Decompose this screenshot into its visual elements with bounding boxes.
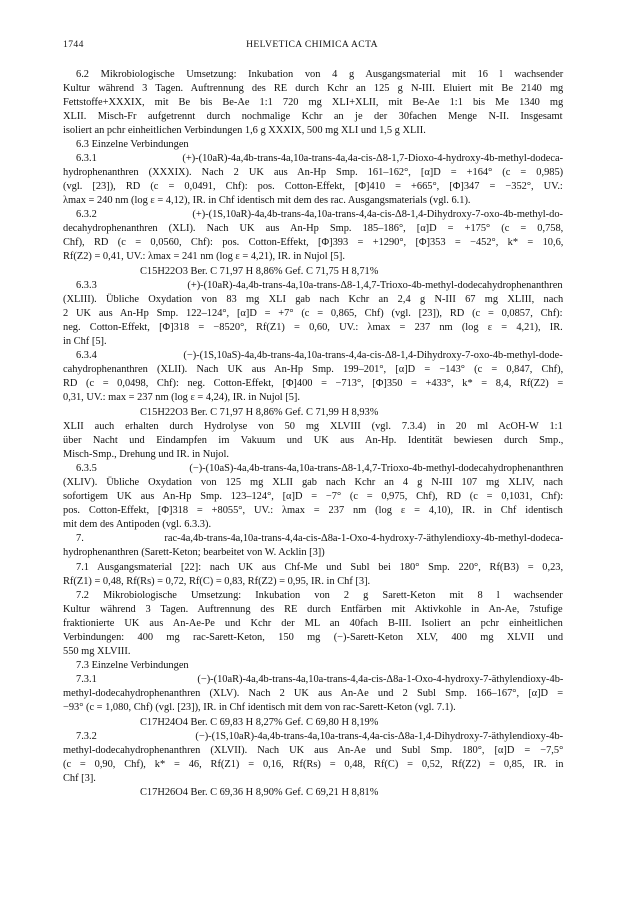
text-line: 7.3 Einzelne Verbindungen xyxy=(76,660,189,671)
text-line: 7. rac-4a,4b-trans-4a,10a-trans-4,4a-cis-Δ8a-1-Oxo-4-hydroxy-7-äthylendioxy-4b-methyl-dodeca- xyxy=(76,533,564,544)
text-line: 7.3.2 (−)-(1S,10aR)-4a,4b-trans-4a,10a-trans-4,4a-cis-Δ8a-1,4-Dihydroxy-7-äthylendioxy-4b- xyxy=(76,731,564,742)
text-line: λmax = 240 nm (log ε = 4,12), IR. in Chf identisch mit dem des rac. Ausgangsmaterials (vgl. 6.1). xyxy=(63,195,471,206)
text-line: 6.3 Einzelne Verbindungen xyxy=(76,139,189,150)
text-line: über Nacht und Eindampfen im Vakuum und UK aus An-Hp. Identität bewiesen durch Smp., xyxy=(63,435,564,446)
text-line: methyl-dodecahydrophenanthren (XLV). Nach 2 UK aus An-Ae und 2 Subl Smp. 166–167°, [α]D = xyxy=(63,688,564,699)
text-line: Fettstoffe+XXXIX, mit Be bis Be-Ae 1:1 720 mg XLI+XLII, mit Be-Ae 1:1 bis Me 1340 mg xyxy=(63,97,564,108)
formula-line: C15H22O3 Ber. C 71,97 H 8,86% Gef. C 71,75 H 8,71% xyxy=(140,266,379,277)
text-line: decahydrophenanthren (XLI). Nach UK aus An-Hp Smp. 185–186°, [α]D = +175° (c = 0,758, xyxy=(63,223,564,234)
text-line: 2 UK aus An-Hp Smp. 122–124°, [α]D = +7° (c = 0,865, Chf) (vgl. [23]), RD (c = 0,0857, Chf): xyxy=(63,308,563,319)
text-line: Chf), RD (c = 0,0560, Chf): pos. Cotton-Effekt, [Φ]393 = +1290°, [Φ]353 = −452°, k* = 10,6, xyxy=(63,237,564,248)
text-line: (XLIV). Übliche Oxydation von 125 mg XLII gab nach Kchr an 4 g N-III 107 mg XLIV, nach xyxy=(63,477,563,488)
text-line: −93° (c = 1,080, Chf) (vgl. [23]), IR. in Chf identisch mit dem von rac-Sarett-Keton (vgl. 7.1). xyxy=(63,702,456,713)
page-number: 1744 xyxy=(63,39,84,50)
text-line: neg. Cotton-Effekt, [Φ]318 = −8520°, Rf(Z1) = 0,60, UV.: λmax = 237 nm (log ε = 4,21), IR. xyxy=(63,322,563,333)
text-line: pos. Cotton-Effekt, [Φ]318 = +8055°, UV.: λmax = 237 nm (log ε = 4,10), IR. in Chf identisch xyxy=(63,505,563,516)
text-line: sofortigem UK aus An-Hp Smp. 123–124°, [α]D = −7° (c = 0,975, Chf), RD (c = 0,1031, Chf): xyxy=(63,491,564,502)
text-line: in Chf [5]. xyxy=(63,336,107,347)
text-line: RD (c = 0,0498, Chf): neg. Cotton-Effekt, [Φ]400 = −713°, [Φ]350 = +433°, k* = 8,4, Rf(Z2) = xyxy=(63,378,564,389)
text-line: XLII. Misch-Fr aufgetrennt durch nochmalige Kchr an je der 30fachen Menge N-II. Insgesamt xyxy=(63,111,563,122)
text-line: 0,31, UV.: max = 237 nm (log ε = 4,24), IR. in Nujol [5]. xyxy=(63,392,300,403)
formula-line: C15H22O3 Ber. C 71,97 H 8,86% Gef. C 71,99 H 8,93% xyxy=(140,407,379,418)
text-line: 6.3.4 (−)-(1S,10aS)-4a,4b-trans-4a,10a-trans-4,4a-cis-Δ8-1,4-Dihydroxy-7-oxo-4b-methyl-dode- xyxy=(76,350,563,361)
text-line: 6.3.2 (+)-(1S,10aR)-4a,4b-trans-4a,10a-trans-4,4a-cis-Δ8-1,4-Dihydroxy-7-oxo-4b-methyl-do- xyxy=(76,209,563,220)
formula-line: C17H24O4 Ber. C 69,83 H 8,27% Gef. C 69,80 H 8,19% xyxy=(140,717,379,728)
text-line: 7.3.1 (−)-(10aR)-4a,4b-trans-4a,10a-trans-4,4a-cis-Δ8a-1-Oxo-4-hydroxy-7-äthylendioxy-4b- xyxy=(76,674,564,685)
text-line: (XLIII). Übliche Oxydation von 83 mg XLI gab nach Kchr an 2,4 g N-III 67 mg XLIII, nach xyxy=(63,294,564,305)
formula-line: C17H26O4 Ber. C 69,36 H 8,90% Gef. C 69,21 H 8,81% xyxy=(140,787,379,798)
text-line: 6.3.3 (+)-(10aR)-4a,4b-trans-4a,10a-trans-Δ8-1,4,7-Trioxo-4b-methyl-dodecahydrophenanthren xyxy=(76,280,563,291)
text-line: (c = 0,90, Chf), k* = 46, Rf(Z1) = 0,16, Rf(Rs) = 0,48, Rf(C) = 0,52, Rf(Z2) = 0,85, IR. in xyxy=(63,759,564,770)
text-line: hydrophenanthren (Sarett-Keton; bearbeitet von W. Acklin [3]) xyxy=(63,547,325,558)
text-line: 6.2 Mikrobiologische Umsetzung: Inkubation von 4 g Ausgangsmaterial mit 16 l wachsender xyxy=(76,69,564,80)
text-line: Chf [3]. xyxy=(63,773,96,784)
text-line: hydrophenanthren (XXXIX). Nach 2 UK aus An-Hp Smp. 161–162°, [α]D = +164° (c = 0,985) xyxy=(63,167,564,178)
text-line: Misch-Smp., Drehung und IR. in Nujol. xyxy=(63,449,229,460)
text-line: 7.2 Mikrobiologische Umsetzung: Inkubation von 2 g Sarett-Keton mit 8 l wachsender xyxy=(76,590,563,601)
text-line: Kultur während 3 Tagen. Auftrennung des RE durch Kchr an 125 g N-III. Eluiert mit Be 2140 mg xyxy=(63,83,564,94)
text-line: Verbindungen: 400 mg rac-Sarett-Keton, 150 mg (−)-Sarett-Keton XLV, 400 mg XLVII und xyxy=(63,632,564,643)
text-line: 6.3.1 (+)-(10aR)-4a,4b-trans-4a,10a-trans-4a,4a-cis-Δ8-1,7-Dioxo-4-hydroxy-4b-methyl-dodeca- xyxy=(76,153,564,164)
text-line: Kultur während 3 Tagen. Auftrennung des RE durch Entfärben mit Aktivkohle in An-Ae, 7stufige xyxy=(63,604,563,615)
text-line: mit dem des Antipoden (vgl. 6.3.3). xyxy=(63,519,212,530)
journal-running-head: HELVETICA CHIMICA ACTA xyxy=(246,39,378,50)
text-line: Rf(Z1) = 0,48, Rf(Rs) = 0,72, Rf(C) = 0,83, Rf(Z2) = 0,95, IR. in Chf [3]. xyxy=(63,576,371,587)
text-line: 6.3.5 (−)-(10aS)-4a,4b-trans-4a,10a-trans-Δ8-1,4,7-Trioxo-4b-methyl-dodecahydrophenanthren xyxy=(76,463,564,474)
text-line: isoliert an pchr einheitlichen Verbindungen 1,6 g XXXIX, 500 mg XLI und 1,5 g XLII. xyxy=(63,125,426,136)
text-line: Rf(Z2) = 0,41, UV.: λmax = 241 nm (log ε = 4,21), IR. in Nujol [5]. xyxy=(63,251,345,262)
text-line: XLII auch erhalten durch Hydrolyse von 50 mg XLVIII (vgl. 7.3.4) in 20 ml AcOH-W 1:1 xyxy=(63,421,563,432)
text-line: fraktionierte UK aus An-Ae-Pe und Kchr der ML an 40fach B-III. Isoliert an pchr einheitlichen xyxy=(63,618,563,629)
text-line: 7.1 Ausgangsmaterial [22]: nach UK aus Chf-Me und Subl bei 180° Smp. 220°, Rf(B3) = 0,23, xyxy=(76,562,564,573)
text-line: cahydrophenanthren (XLII). Nach UK aus An-Hp Smp. 199–201°, [α]D = −143° (c = 0,847, Chf), xyxy=(63,364,564,375)
text-line: 550 mg XLVIII. xyxy=(63,646,131,657)
text-line: methyl-dodecahydrophenanthren (XLVII). Nach UK aus An-Ae und Subl Smp. 180°, [α]D = −7,5° xyxy=(63,745,564,756)
text-line: (vgl. [23]), RD (c = 0,0491, Chf): pos. Cotton-Effekt, [Φ]410 = +665°, [Φ]347 = −352°, UV.: xyxy=(63,181,563,192)
